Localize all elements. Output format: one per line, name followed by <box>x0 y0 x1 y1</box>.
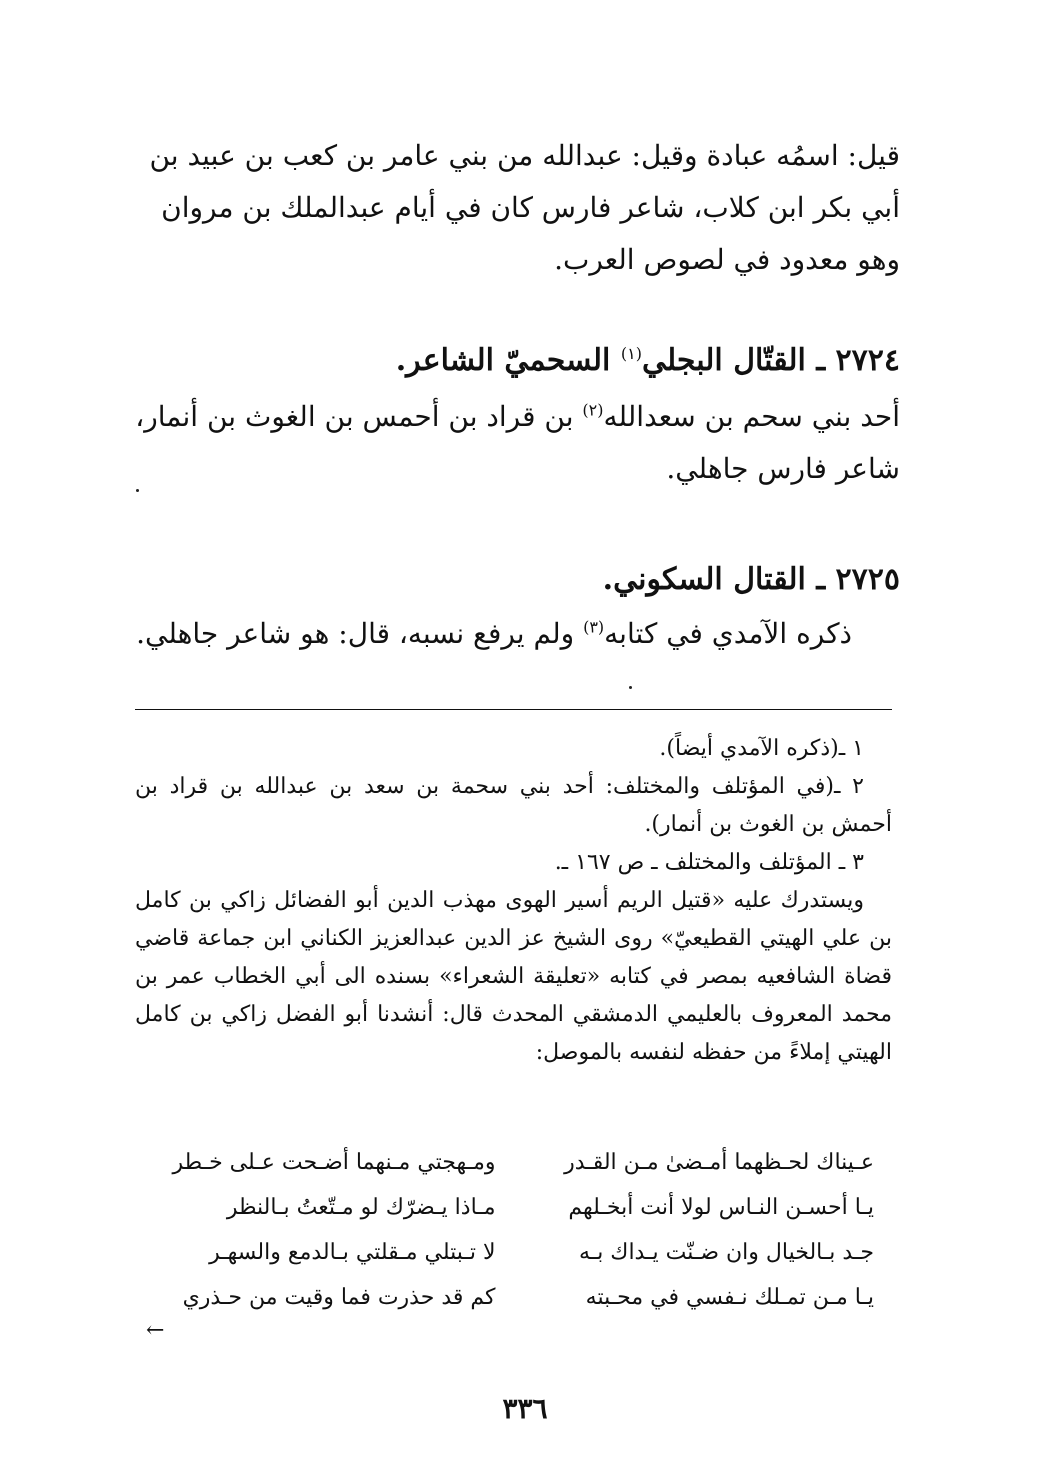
hemistich-second: لا تـبتلي مـقلتي بـالدمع والسهـر <box>209 1240 496 1265</box>
footnote-ref: (٢) <box>582 400 604 420</box>
entry-title: السحميّ الشاعر. <box>395 343 611 378</box>
footnote-1: ١ ـ(ذكره الآمدي أيضاً). <box>659 736 864 761</box>
footnote-ref: (١) <box>620 344 642 363</box>
hemistich-second: كم قد حذرت فما وقيت من حـذري <box>182 1285 496 1310</box>
speck <box>136 489 139 492</box>
entry-2725-heading <box>135 555 900 605</box>
poem <box>135 1140 892 1320</box>
poem-verse <box>135 1185 892 1230</box>
footnotes <box>135 730 892 1072</box>
entry-number: ٢٧٢٤ ـ <box>816 343 900 378</box>
footnote-ref: (٣) <box>583 617 605 637</box>
poem-verse <box>135 1140 892 1185</box>
entry-2724-body <box>135 391 900 495</box>
entry-title: القتال السكوني. <box>602 562 806 597</box>
hemistich-second: مـاذا يـضرّك لو مـتّعتُ بـالنظر <box>226 1195 496 1220</box>
footnote-addendum: ويستدرك عليه «قتيل الريم أسير الهوى مهذب الدين أبو الفضائل زاكي بن كامل بن علي الهيتي القطيعيّ» روى الشيخ عز الدين عبدالعزيز الكناني ابن جماعة قاضي قضاة الشافعيه بمصر في كتابه «تعليقة الشعراء» بسنده الى أبي الخطاب عمر بن محمد المعروف بالعليمي الدمشقي المحدث قال: أنشدنا أبو الفضل زاكي بن كامل الهيتي إملاءً من حفظه لنفسه بالموصل: <box>135 888 892 1065</box>
entry-number: ٢٧٢٥ ـ <box>816 562 900 597</box>
footnote-3: ٣ ـ المؤتلف والمختلف ـ ص ١٦٧ ـ. <box>554 850 864 875</box>
footnote-divider <box>135 709 892 710</box>
hemistich-first: يـا أحسـن النـاس لولا أنت أبخـلهم <box>568 1195 874 1220</box>
entry-text: ذكره الآمدي في كتابه <box>604 617 852 650</box>
hemistich-first: عـيناك لحـظهما أمـضىٰ مـن القـدر <box>564 1150 874 1175</box>
intro-paragraph: قيل: اسمُه عبادة وقيل: عبدالله من بني عامر بن كعب بن عبيد بن أبي بكر ابن كلاب، شاعر فارس كان في أيام عبدالملك بن مروان وهو معدود في لصوص العرب. <box>149 139 900 276</box>
entry-text: ولم يرفع نسبه، قال: هو شاعر جاهلي. <box>136 617 575 650</box>
poem-verse <box>135 1275 892 1320</box>
page-number: ٣٣٦ <box>502 1392 548 1425</box>
entry-2724-heading <box>135 336 900 386</box>
hemistich-first: يـا مـن تمـلك نـفسي في محـبته <box>585 1285 874 1310</box>
hemistich-second: ومـهجتي مـنهما أضـحت عـلى خـطر <box>172 1150 496 1175</box>
entry-title: القتّال البجلي <box>641 343 806 378</box>
entry-text: أحد بني سحم بن سعدالله <box>603 400 900 433</box>
entry-text: بن قراد بن أحمس بن الغوث بن أنمار، شاعر فارس جاهلي. <box>135 400 900 485</box>
continuation-arrow-icon: ← <box>146 1318 165 1343</box>
poem-verse <box>135 1230 892 1275</box>
footnote-2: ٢ ـ(في المؤتلف والمختلف: أحد بني سحمة بن سعد بن عبدالله بن قراد بن أحمش بن الغوث بن أنمار). <box>135 774 892 837</box>
hemistich-first: جـد بـالخيال وان ضـنّت يـداك بـه <box>578 1240 874 1265</box>
entry-2725-body <box>135 608 900 660</box>
speck <box>629 686 632 689</box>
